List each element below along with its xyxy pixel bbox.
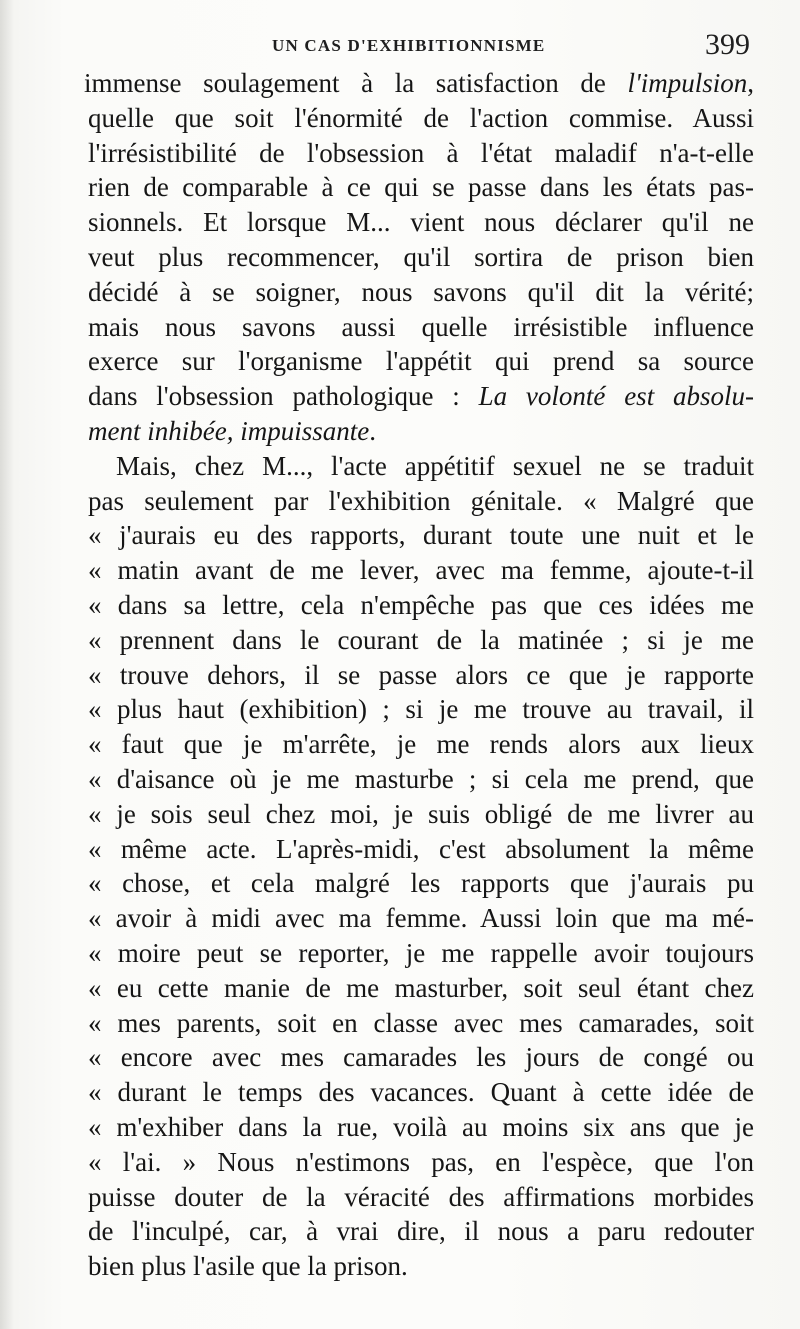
page-number: 399 xyxy=(705,28,750,61)
quoted-line: « eu cette manie de me masturber, soit seul étant chez xyxy=(88,972,754,1003)
running-head: UN CAS D'EXHIBITIONNISME xyxy=(272,36,546,55)
quoted-line: « même acte. L'après-midi, c'est absolument la même xyxy=(88,833,754,864)
text-line: bien plus l'asile que la prison. xyxy=(88,1251,408,1282)
quoted-line: « j'aurais eu des rapports, durant toute une nuit et le xyxy=(88,520,754,551)
quoted-line: « m'exhiber dans la rue, voilà au moins six ans que je xyxy=(88,1111,754,1142)
quoted-line: « l'ai. » Nous n'estimons pas, en l'espèce, que l'on xyxy=(88,1146,754,1177)
text-line: quelle que soit l'énormité de l'action commise. Aussi xyxy=(88,102,754,133)
quoted-line: « je sois seul chez moi, je suis obligé de me livrer au xyxy=(88,798,754,829)
text-line: dans l'obsession pathologique : La volonté est absolu- xyxy=(88,381,755,412)
quoted-line: « matin avant de me lever, avec ma femme, ajoute-t-il xyxy=(88,555,754,586)
quoted-line: « plus haut (exhibition) ; si je me trouve au travail, il xyxy=(88,694,754,725)
quoted-line: « faut que je m'arrête, je me rends alors aux lieux xyxy=(88,729,754,760)
text-line: décidé à se soigner, nous savons qu'il dit la vérité; xyxy=(88,276,754,307)
quoted-line: « prennent dans le courant de la matinée ; si je me xyxy=(88,624,754,655)
quoted-line: « dans sa lettre, cela n'empêche pas que ces idées me xyxy=(88,589,754,620)
text-line: pas seulement par l'exhibition génitale. « Malgré que xyxy=(88,485,754,516)
quoted-line: « avoir à midi avec ma femme. Aussi loin que ma mé- xyxy=(88,903,754,934)
page-gutter-shadow xyxy=(0,0,14,1329)
quoted-line: « durant le temps des vacances. Quant à cette idée de xyxy=(88,1077,754,1108)
quoted-line: « chose, et cela malgré les rapports que j'aurais pu xyxy=(88,868,754,899)
quoted-line: « mes parents, soit en classe avec mes camarades, soit xyxy=(88,1007,754,1038)
text-line: immense soulagement à la satisfaction de l'impulsion, xyxy=(84,68,754,98)
text-line: veut plus recommencer, qu'il sortira de prison bien xyxy=(88,241,754,272)
quoted-line: « moire peut se reporter, je me rappelle avoir toujours xyxy=(88,937,754,968)
text-line: rien de comparable à ce qui se passe dans les états pas- xyxy=(88,172,754,203)
quoted-line: « encore avec mes camarades les jours de congé ou xyxy=(88,1042,754,1073)
italic-phrase: La volonté est absolu- xyxy=(478,381,755,412)
body-text xyxy=(84,66,755,1284)
quoted-line: « trouve dehors, il se passe alors ce que je rapporte xyxy=(88,659,754,690)
text-line: de l'inculpé, car, à vrai dire, il nous a paru redouter xyxy=(88,1216,754,1247)
text-line: puisse douter de la véracité des affirmations morbides xyxy=(88,1181,754,1212)
text-line: ment inhibée, impuissante. xyxy=(88,415,376,446)
italic-phrase: l'impulsion xyxy=(627,68,748,98)
text-line: exerce sur l'organisme l'appétit qui prend sa source xyxy=(88,346,754,377)
text-line: mais nous savons aussi quelle irrésistible influence xyxy=(88,311,754,342)
quoted-line: « d'aisance où je me masturbe ; si cela me prend, que xyxy=(88,763,754,794)
italic-phrase: ment inhibée, impuissante xyxy=(88,415,370,446)
text-line: l'irrésistibilité de l'obsession à l'état maladif n'a-t-elle xyxy=(88,137,754,168)
paragraph-start-line: Mais, chez M..., l'acte appétitif sexuel ne se traduit xyxy=(116,450,754,481)
text-line: sionnels. Et lorsque M... vient nous déclarer qu'il ne xyxy=(88,207,754,238)
